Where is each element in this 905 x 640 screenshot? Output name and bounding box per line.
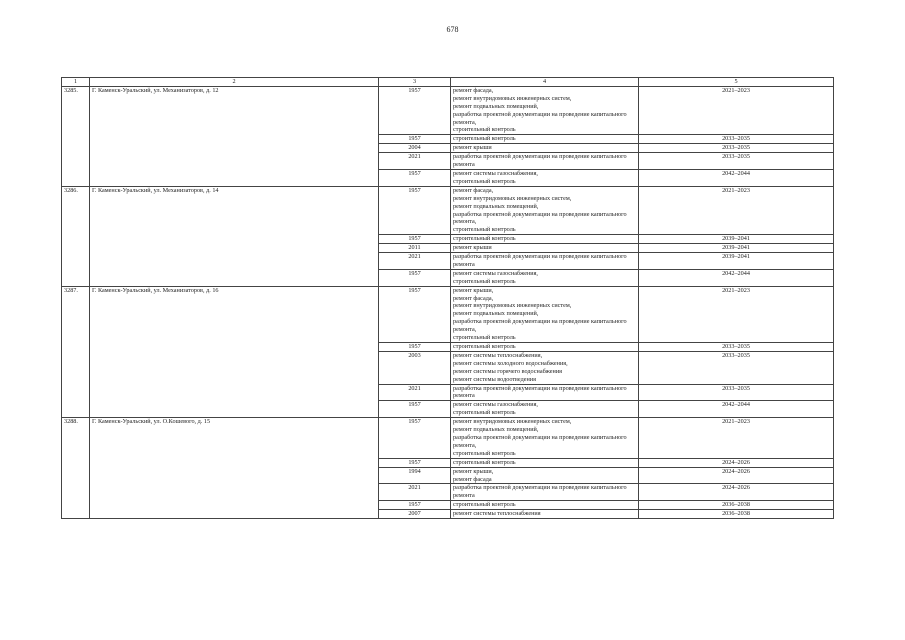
repair-period: 2036–2038 bbox=[639, 501, 834, 510]
construction-year: 1957 bbox=[379, 135, 451, 144]
construction-year: 2003 bbox=[379, 351, 451, 384]
repair-period: 2036–2038 bbox=[639, 510, 834, 519]
repair-works: строительный контроль bbox=[451, 235, 639, 244]
construction-year: 1957 bbox=[379, 186, 451, 234]
building-number: 3286. bbox=[62, 186, 90, 286]
repair-period: 2033–2035 bbox=[639, 384, 834, 401]
construction-year: 1957 bbox=[379, 269, 451, 286]
repair-period: 2033–2035 bbox=[639, 351, 834, 384]
repair-period: 2033–2035 bbox=[639, 144, 834, 153]
construction-year: 1957 bbox=[379, 418, 451, 459]
construction-year: 1957 bbox=[379, 86, 451, 134]
repair-works: ремонт системы газоснабжения, строительный контроль bbox=[451, 401, 639, 418]
column-header-5: 5 bbox=[639, 78, 834, 87]
repair-period: 2024–2026 bbox=[639, 458, 834, 467]
repair-works: ремонт крыши bbox=[451, 144, 639, 153]
repair-period: 2033–2035 bbox=[639, 135, 834, 144]
building-number: 3288. bbox=[62, 418, 90, 519]
repair-period: 2033–2035 bbox=[639, 343, 834, 352]
building-address: Г. Каменск-Уральский, ул. Механизаторов, д. 16 bbox=[90, 286, 379, 418]
repair-period: 2021–2023 bbox=[639, 186, 834, 234]
repair-works: ремонт внутридомовых инженерных систем, ремонт подвальных помещений, разработка проектной документации на проведение капитального ремонта, строительный контроль bbox=[451, 418, 639, 459]
construction-year: 2021 bbox=[379, 153, 451, 170]
repair-period: 2021–2023 bbox=[639, 86, 834, 134]
repair-period: 2024–2026 bbox=[639, 484, 834, 501]
construction-year: 2021 bbox=[379, 253, 451, 270]
building-address: Г. Каменск-Уральский, ул. О.Кошевого, д. 15 bbox=[90, 418, 379, 519]
table-row bbox=[62, 86, 834, 134]
construction-year: 2021 bbox=[379, 484, 451, 501]
building-number: 3287. bbox=[62, 286, 90, 418]
repair-works: ремонт системы теплоснабжения, ремонт системы холодного водоснабжения, ремонт системы горячего водоснабжения ремонт системы водоотведения bbox=[451, 351, 639, 384]
repair-period: 2039–2041 bbox=[639, 244, 834, 253]
repair-period: 2042–2044 bbox=[639, 269, 834, 286]
construction-year: 1957 bbox=[379, 343, 451, 352]
repair-period: 2021–2023 bbox=[639, 286, 834, 342]
repair-works: ремонт крыши bbox=[451, 244, 639, 253]
construction-year: 1957 bbox=[379, 169, 451, 186]
construction-year: 1957 bbox=[379, 235, 451, 244]
construction-year: 2011 bbox=[379, 244, 451, 253]
repair-works: ремонт фасада, ремонт внутридомовых инженерных систем, ремонт подвальных помещений, разработка проектной документации на проведение капитального ремонта, строительный контроль bbox=[451, 86, 639, 134]
repair-works: строительный контроль bbox=[451, 135, 639, 144]
repair-period: 2033–2035 bbox=[639, 153, 834, 170]
repair-works: разработка проектной документации на проведение капитального ремонта bbox=[451, 484, 639, 501]
repair-works: строительный контроль bbox=[451, 343, 639, 352]
construction-year: 1957 bbox=[379, 401, 451, 418]
construction-year: 1957 bbox=[379, 286, 451, 342]
column-number-row bbox=[62, 78, 834, 87]
repair-period: 2039–2041 bbox=[639, 253, 834, 270]
construction-year: 1994 bbox=[379, 467, 451, 484]
construction-year: 2021 bbox=[379, 384, 451, 401]
repair-works: разработка проектной документации на проведение капитального ремонта bbox=[451, 384, 639, 401]
column-header-4: 4 bbox=[451, 78, 639, 87]
table-body bbox=[62, 86, 834, 518]
capital-repair-table bbox=[61, 77, 834, 519]
repair-works: разработка проектной документации на проведение капитального ремонта bbox=[451, 253, 639, 270]
repair-period: 2042–2044 bbox=[639, 401, 834, 418]
construction-year: 1957 bbox=[379, 458, 451, 467]
table-row bbox=[62, 418, 834, 459]
building-address: Г. Каменск-Уральский, ул. Механизаторов, д. 12 bbox=[90, 86, 379, 186]
repair-works: ремонт системы газоснабжения, строительный контроль bbox=[451, 169, 639, 186]
repair-period: 2021–2023 bbox=[639, 418, 834, 459]
repair-period: 2042–2044 bbox=[639, 169, 834, 186]
column-header-2: 2 bbox=[90, 78, 379, 87]
column-header-3: 3 bbox=[379, 78, 451, 87]
repair-works: разработка проектной документации на проведение капитального ремонта bbox=[451, 153, 639, 170]
repair-works: ремонт системы теплоснабжения bbox=[451, 510, 639, 519]
building-number: 3285. bbox=[62, 86, 90, 186]
repair-works: строительный контроль bbox=[451, 501, 639, 510]
repair-works: ремонт фасада, ремонт внутридомовых инженерных систем, ремонт подвальных помещений, разработка проектной документации на проведение капитального ремонта, строительный контроль bbox=[451, 186, 639, 234]
repair-works: строительный контроль bbox=[451, 458, 639, 467]
repair-works: ремонт системы газоснабжения, строительный контроль bbox=[451, 269, 639, 286]
page-number: 678 bbox=[446, 25, 459, 34]
repair-period: 2024–2026 bbox=[639, 467, 834, 484]
construction-year: 1957 bbox=[379, 501, 451, 510]
repair-works: ремонт крыши, ремонт фасада bbox=[451, 467, 639, 484]
construction-year: 2004 bbox=[379, 144, 451, 153]
repair-period: 2039–2041 bbox=[639, 235, 834, 244]
construction-year: 2007 bbox=[379, 510, 451, 519]
building-address: Г. Каменск-Уральский, ул. Механизаторов, д. 14 bbox=[90, 186, 379, 286]
table-row bbox=[62, 186, 834, 234]
repair-works: ремонт крыши, ремонт фасада, ремонт внутридомовых инженерных систем, ремонт подвальных помещений, разработка проектной документации на проведение капитального ремонта, строительный контроль bbox=[451, 286, 639, 342]
table-row bbox=[62, 286, 834, 342]
column-header-1: 1 bbox=[62, 78, 90, 87]
